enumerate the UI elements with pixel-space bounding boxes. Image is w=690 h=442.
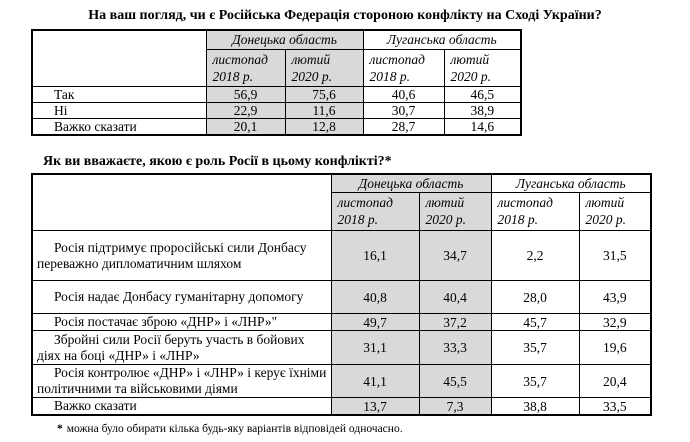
question-2-title: Як ви вважаєте, якою є роль Росії в цьому конфлікті?* — [43, 153, 392, 169]
value-cell: 22,9 — [206, 102, 285, 118]
value-cell: 28,7 — [363, 118, 444, 135]
value-cell: 46,5 — [444, 86, 521, 102]
column-group-donetsk: Донецька область — [206, 30, 363, 49]
value-cell: 20,1 — [206, 118, 285, 135]
row-label-cell: Важко сказати — [32, 398, 331, 416]
row-label-cell: Росія підтримує проросійські сили Донбасу переважно дипломатичним шляхом — [32, 231, 331, 281]
table-row — [32, 174, 651, 193]
value-cell: 33,3 — [419, 331, 491, 365]
value-cell: 7,3 — [419, 398, 491, 416]
subheader-cell: лютий 2020 р. — [444, 49, 521, 86]
row-label-cell: Так — [32, 86, 206, 102]
footnote — [57, 422, 690, 436]
table-row — [32, 331, 651, 365]
footnote-marker: * — [57, 423, 63, 435]
corner-empty-cell — [32, 30, 206, 86]
value-cell: 38,8 — [491, 398, 579, 416]
footnote-text: можна було обирати кілька будь-яку варіантів відповідей одночасно. — [66, 423, 403, 435]
subheader-cell: листопад 2018 р. — [491, 193, 579, 231]
value-cell: 34,7 — [419, 231, 491, 281]
table-row — [32, 365, 651, 398]
value-cell: 40,6 — [363, 86, 444, 102]
value-cell: 35,7 — [491, 365, 579, 398]
subheader-cell: листопад 2018 р. — [363, 49, 444, 86]
value-cell: 37,2 — [419, 314, 491, 331]
table-row — [32, 231, 651, 281]
row-label-cell: Росія контролює «ДНР» і «ЛНР» і керує їхніми політичними та військовими діями — [32, 365, 331, 398]
table-row — [32, 86, 521, 102]
row-label-cell: Збройні сили Росії беруть участь в бойових діях на боці «ДНР» і «ЛНР» — [32, 331, 331, 365]
value-cell: 12,8 — [285, 118, 363, 135]
value-cell: 31,1 — [331, 331, 419, 365]
value-cell: 56,9 — [206, 86, 285, 102]
value-cell: 14,6 — [444, 118, 521, 135]
question-1-title: На ваш погляд, чи є Російська Федерація стороною конфлікту на Сході України? — [88, 8, 602, 23]
table-row — [32, 118, 521, 135]
value-cell: 16,1 — [331, 231, 419, 281]
row-label-cell: Важко сказати — [32, 118, 206, 135]
row-label-cell: Росія постачає зброю «ДНР» і «ЛНР»" — [32, 314, 331, 331]
value-cell: 28,0 — [491, 281, 579, 314]
column-group-donetsk: Донецька область — [331, 174, 491, 193]
value-cell: 2,2 — [491, 231, 579, 281]
value-cell: 30,7 — [363, 102, 444, 118]
value-cell: 19,6 — [579, 331, 651, 365]
value-cell: 31,5 — [579, 231, 651, 281]
value-cell: 45,5 — [419, 365, 491, 398]
value-cell: 33,5 — [579, 398, 651, 416]
subheader-cell: лютий 2020 р. — [419, 193, 491, 231]
value-cell: 11,6 — [285, 102, 363, 118]
column-group-luhansk: Луганська область — [491, 174, 651, 193]
value-cell: 40,8 — [331, 281, 419, 314]
value-cell: 45,7 — [491, 314, 579, 331]
table-row — [32, 281, 651, 314]
table-row — [32, 398, 651, 416]
value-cell: 35,7 — [491, 331, 579, 365]
subheader-cell: листопад 2018 р. — [331, 193, 419, 231]
value-cell: 20,4 — [579, 365, 651, 398]
row-label-cell: Ні — [32, 102, 206, 118]
column-group-luhansk: Луганська область — [363, 30, 521, 49]
subheader-cell: листопад 2018 р. — [206, 49, 285, 86]
value-cell: 13,7 — [331, 398, 419, 416]
table-row — [32, 30, 521, 49]
value-cell: 41,1 — [331, 365, 419, 398]
value-cell: 32,9 — [579, 314, 651, 331]
table-question-1 — [31, 29, 522, 136]
subheader-cell: лютий 2020 р. — [579, 193, 651, 231]
subheader-cell: лютий 2020 р. — [285, 49, 363, 86]
row-label-cell: Росія надає Донбасу гуманітарну допомогу — [32, 281, 331, 314]
table-row — [32, 314, 651, 331]
value-cell: 49,7 — [331, 314, 419, 331]
table-question-2 — [31, 173, 652, 417]
corner-empty-cell — [32, 174, 331, 231]
value-cell: 75,6 — [285, 86, 363, 102]
value-cell: 38,9 — [444, 102, 521, 118]
table-row — [32, 102, 521, 118]
value-cell: 40,4 — [419, 281, 491, 314]
value-cell: 43,9 — [579, 281, 651, 314]
